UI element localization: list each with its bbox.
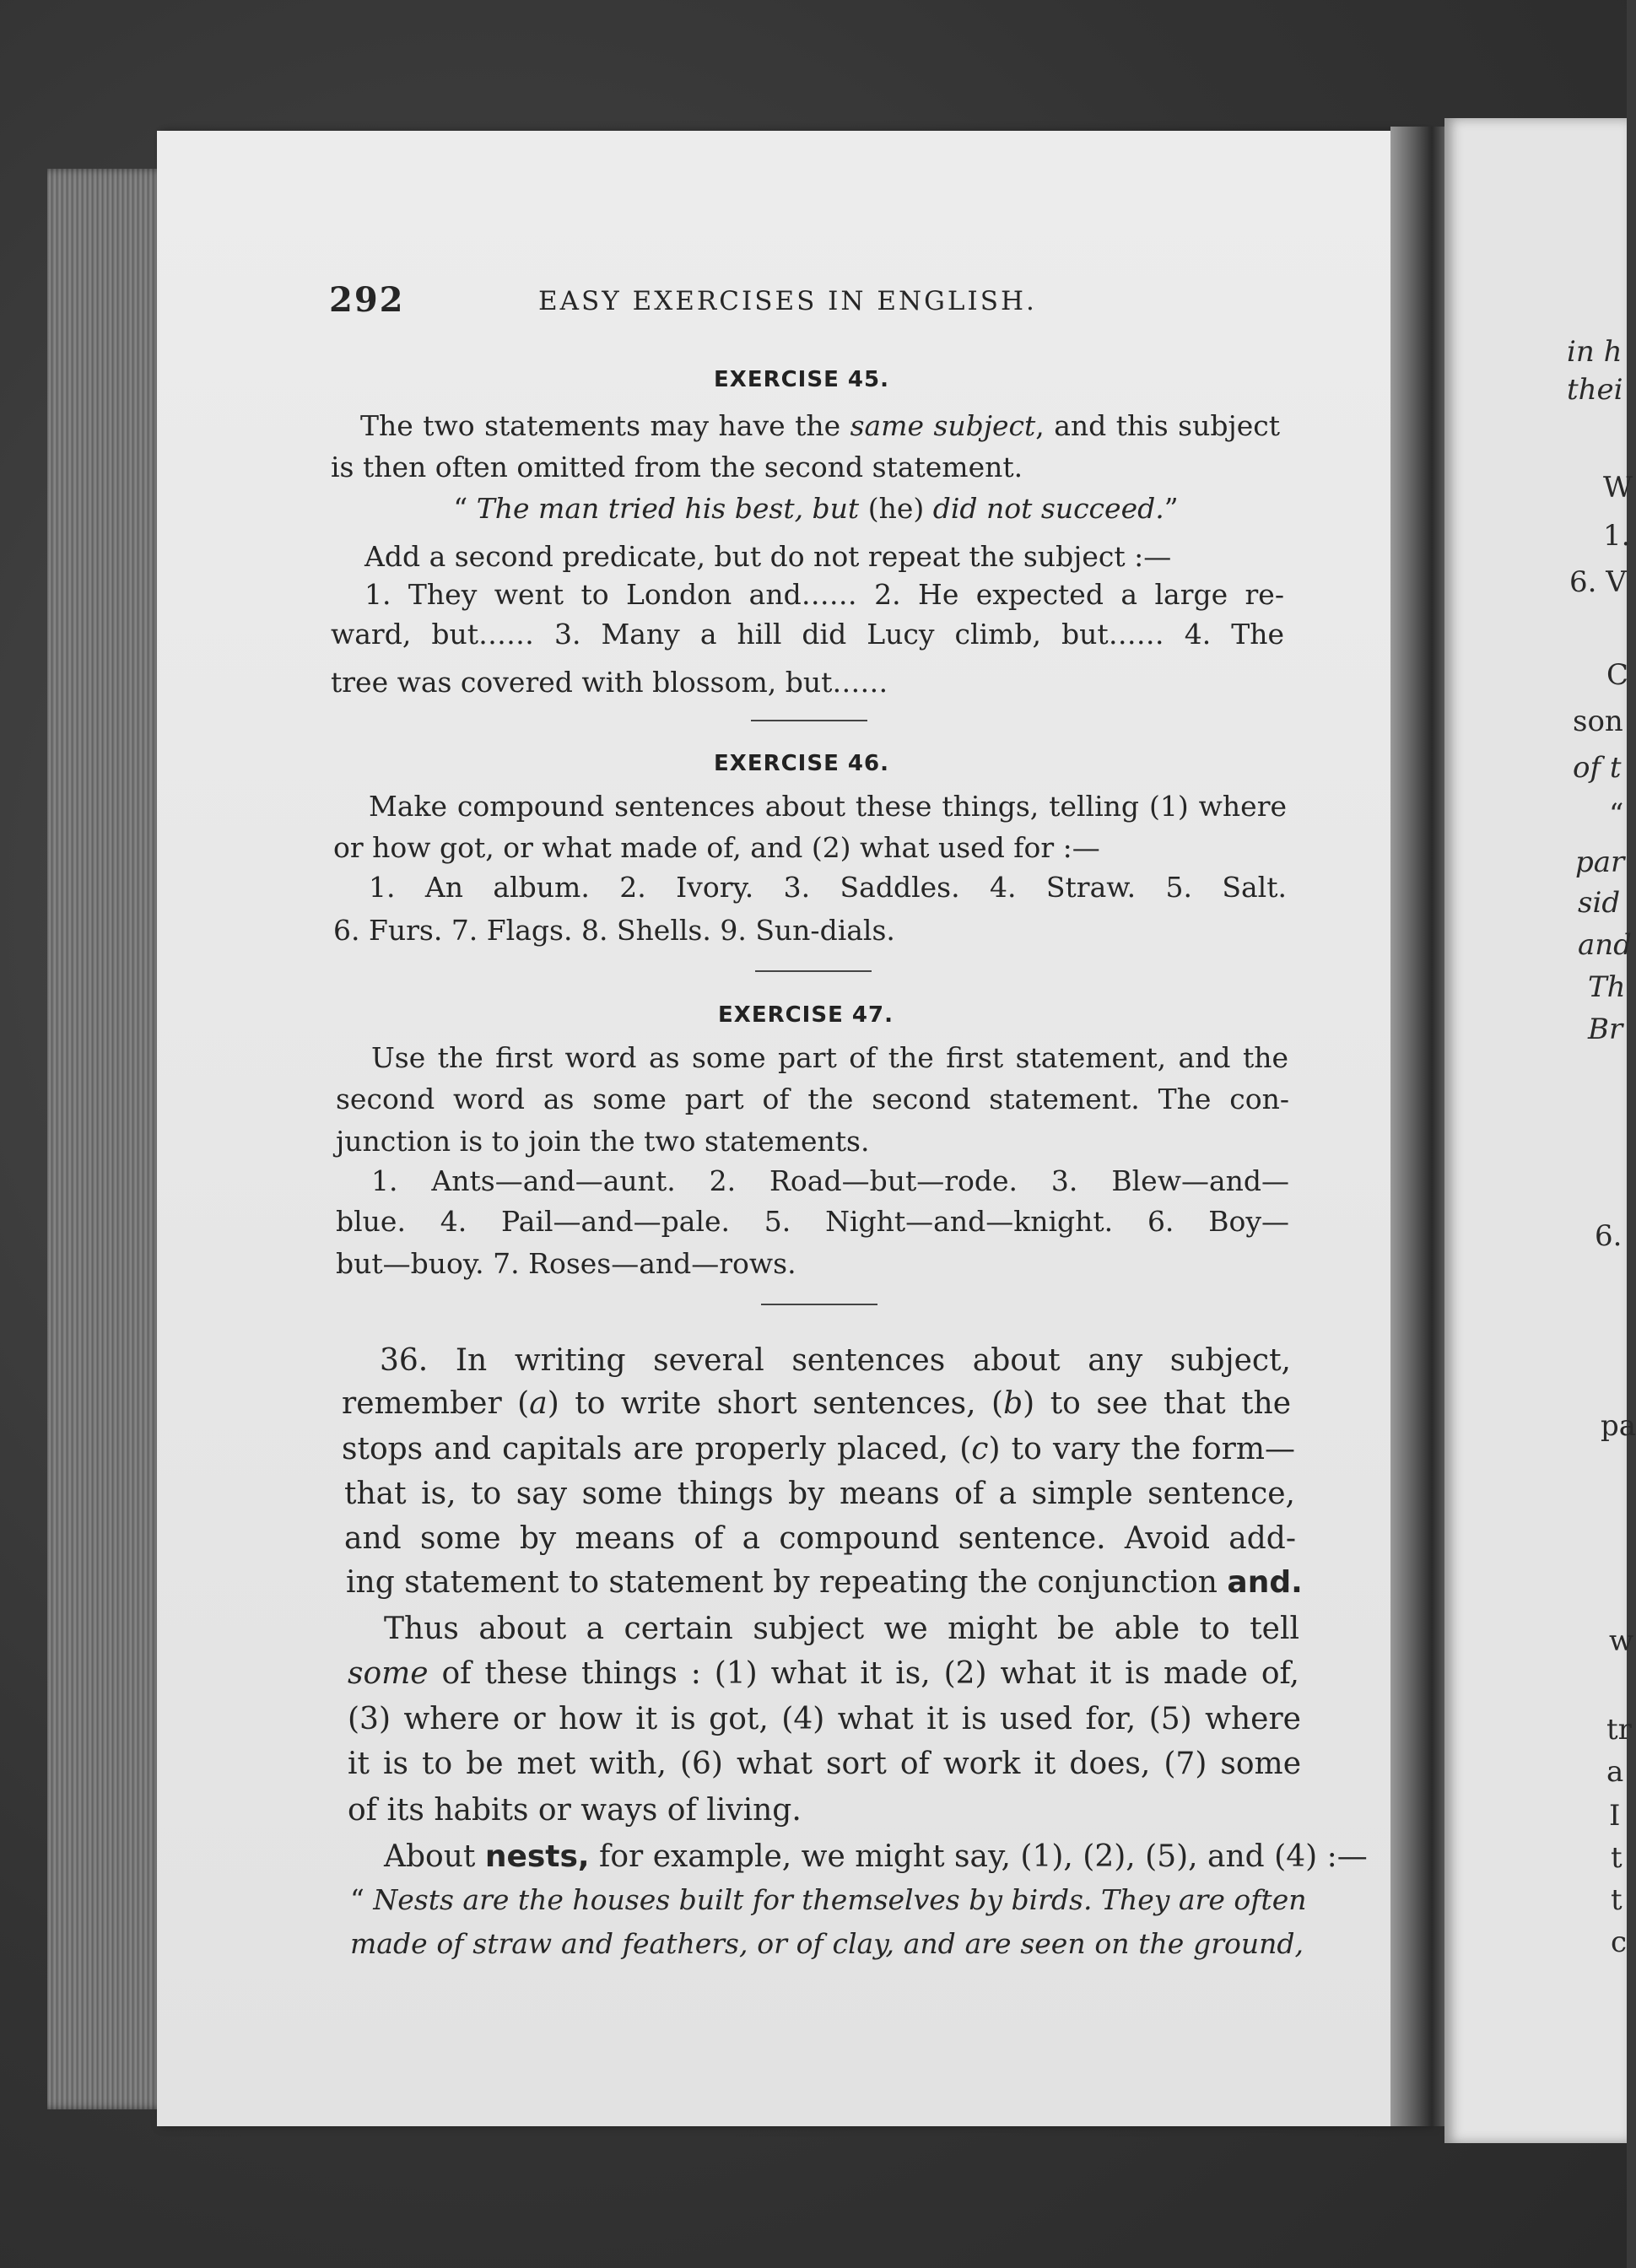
fragment-text: Br	[1588, 1012, 1623, 1046]
fragment-text: “	[1609, 797, 1624, 831]
fragment-text: in h	[1567, 335, 1623, 369]
exercise-47-line-5: blue. 4. Pail—and—pale. 5. Night—and—knight. 6. Boy—	[336, 1205, 1289, 1238]
text-run: stops and capitals are properly placed, (	[342, 1432, 972, 1466]
exercise-46-line-2: or how got, or what made of, and (2) what used for :—	[333, 831, 1100, 864]
emphasis-bold: nests,	[484, 1839, 590, 1874]
fragment-text: a	[1606, 1755, 1624, 1789]
fragment-text: 6. V	[1569, 565, 1627, 599]
fragment-text: w	[1609, 1624, 1634, 1658]
emphasis: some	[348, 1656, 429, 1691]
fragment-text: t	[1611, 1841, 1623, 1875]
fragment-text: son	[1573, 705, 1623, 738]
text-run: for example, we might say, (1), (2), (5), and (4) :—	[589, 1839, 1368, 1874]
exercise-45-line-2: is then often omitted from the second statement.	[331, 451, 1023, 483]
exercise-47-line-6: but—buoy. 7. Roses—and—rows.	[336, 1247, 796, 1280]
section-36-para-2-line-1: Thus about a certain subject we might be able to tell	[384, 1612, 1299, 1646]
exercise-47-heading: EXERCISE 47.	[718, 1002, 894, 1028]
section-divider	[761, 1304, 877, 1305]
exercise-46-line-4: 6. Furs. 7. Flags. 8. Shells. 9. Sun-dials.	[333, 914, 895, 947]
exercise-45-line-5: 1. They went to London and…… 2. He expected a large re-	[364, 578, 1284, 611]
quote-part: did not succeed.	[932, 492, 1164, 525]
exercise-46-line-1: Make compound sentences about these things, telling (1) where	[369, 790, 1287, 823]
exercise-45-line-7: tree was covered with blossom, but……	[331, 666, 888, 699]
text-run: remember (	[342, 1386, 530, 1421]
emphasis: same subject	[850, 409, 1036, 442]
fragment-text: W	[1603, 471, 1633, 505]
section-36-para-3-line-1	[384, 1839, 1368, 1874]
fragment-text: and	[1578, 928, 1632, 962]
text-run: ing statement to statement by repeating the conjunction	[346, 1565, 1228, 1600]
text-run: , and this subject	[1035, 409, 1280, 442]
section-36-para-2-line-2	[348, 1656, 1299, 1691]
fragment-text: sid	[1578, 886, 1621, 920]
quote-open: “	[453, 492, 477, 525]
exercise-45-heading: EXERCISE 45.	[714, 367, 889, 392]
fragment-text: t	[1611, 1883, 1623, 1917]
fragment-text: I	[1609, 1799, 1621, 1833]
text-run: of these things : (1) what it is, (2) what it is made of,	[428, 1656, 1299, 1691]
fragment-text: pa	[1601, 1409, 1636, 1443]
exercise-46-line-3: 1. An album. 2. Ivory. 3. Saddles. 4. Straw. 5. Salt.	[369, 871, 1287, 904]
fragment-text: 6.	[1595, 1219, 1623, 1253]
section-36-line-3	[342, 1432, 1295, 1466]
running-head: EASY EXERCISES IN ENGLISH.	[538, 286, 1037, 316]
exercise-46-heading: EXERCISE 46.	[714, 751, 889, 776]
quote-part: The man tried his best, but	[476, 492, 860, 525]
section-36-line-1: 36. In writing several sentences about any subject,	[380, 1343, 1291, 1378]
exercise-45-line-4: Add a second predicate, but do not repeat the subject :—	[364, 540, 1172, 573]
quote-close: ”	[1164, 492, 1179, 525]
text-run: ) to write short sentences, (	[547, 1386, 1004, 1421]
exercise-45-line-1	[360, 409, 1280, 442]
exercise-45-line-6: ward, but…… 3. Many a hill did Lucy climb, but…… 4. The	[331, 618, 1284, 651]
exercise-47-line-2: second word as some part of the second statement. The con-	[336, 1083, 1289, 1115]
fragment-text: c	[1611, 1925, 1628, 1959]
fragment-text: C	[1606, 658, 1629, 692]
fragment-text: par	[1575, 845, 1625, 879]
text-run: The two statements may have the	[360, 409, 850, 442]
section-36-para-3-line-2	[350, 1883, 1307, 1916]
right-page-fragment	[1444, 118, 1636, 2143]
fragment-text: Th	[1588, 970, 1626, 1004]
exercise-47-line-4: 1. Ants—and—aunt. 2. Road—but—rode. 3. Blew—and—	[371, 1164, 1289, 1197]
text-run: ) to vary the form—	[988, 1432, 1295, 1466]
section-36-line-5: and some by means of a compound sentence. Avoid add-	[344, 1521, 1296, 1556]
exercise-47-line-3: junction is to join the two statements.	[336, 1125, 870, 1158]
emphasis: made of straw and feathers, or of clay, and are seen on the ground,	[350, 1927, 1304, 1960]
quote-open: “	[350, 1883, 374, 1916]
emphasis: Nests are the houses built for themselves by birds. They are often	[373, 1883, 1307, 1916]
section-36-para-2-line-4: it is to be met with, (6) what sort of work it does, (7) some	[348, 1747, 1301, 1781]
fragment-text: thei	[1567, 373, 1623, 407]
section-36-line-4: that is, to say some things by means of a simple sentence,	[344, 1477, 1295, 1511]
emphasis-bold: and.	[1227, 1565, 1303, 1600]
fragment-text: tr	[1606, 1713, 1632, 1747]
book-page-edges	[47, 169, 165, 2109]
emphasis: a	[529, 1386, 548, 1421]
quote-part: (he)	[859, 492, 933, 525]
section-36-para-3-line-3	[350, 1927, 1304, 1960]
section-36-para-2-line-3: (3) where or how it is got, (4) what it is used for, (5) where	[348, 1702, 1301, 1736]
text-run: About	[384, 1839, 485, 1874]
book-gutter	[1390, 127, 1450, 2126]
section-divider	[751, 720, 867, 721]
text-run: ) to see that the	[1023, 1386, 1292, 1421]
fragment-text: of t	[1573, 751, 1622, 785]
exercise-47-line-1: Use the first word as some part of the first statement, and the	[371, 1041, 1288, 1074]
emphasis: c	[971, 1432, 989, 1466]
section-36-line-2	[342, 1386, 1291, 1421]
section-36-para-2-line-5: of its habits or ways of living.	[348, 1793, 802, 1828]
section-divider	[755, 970, 872, 972]
page-number: 292	[329, 280, 405, 320]
section-36-line-6	[346, 1565, 1303, 1600]
fragment-text: 1.	[1603, 519, 1631, 553]
exercise-45-quote	[331, 492, 1301, 525]
emphasis: b	[1003, 1386, 1023, 1421]
